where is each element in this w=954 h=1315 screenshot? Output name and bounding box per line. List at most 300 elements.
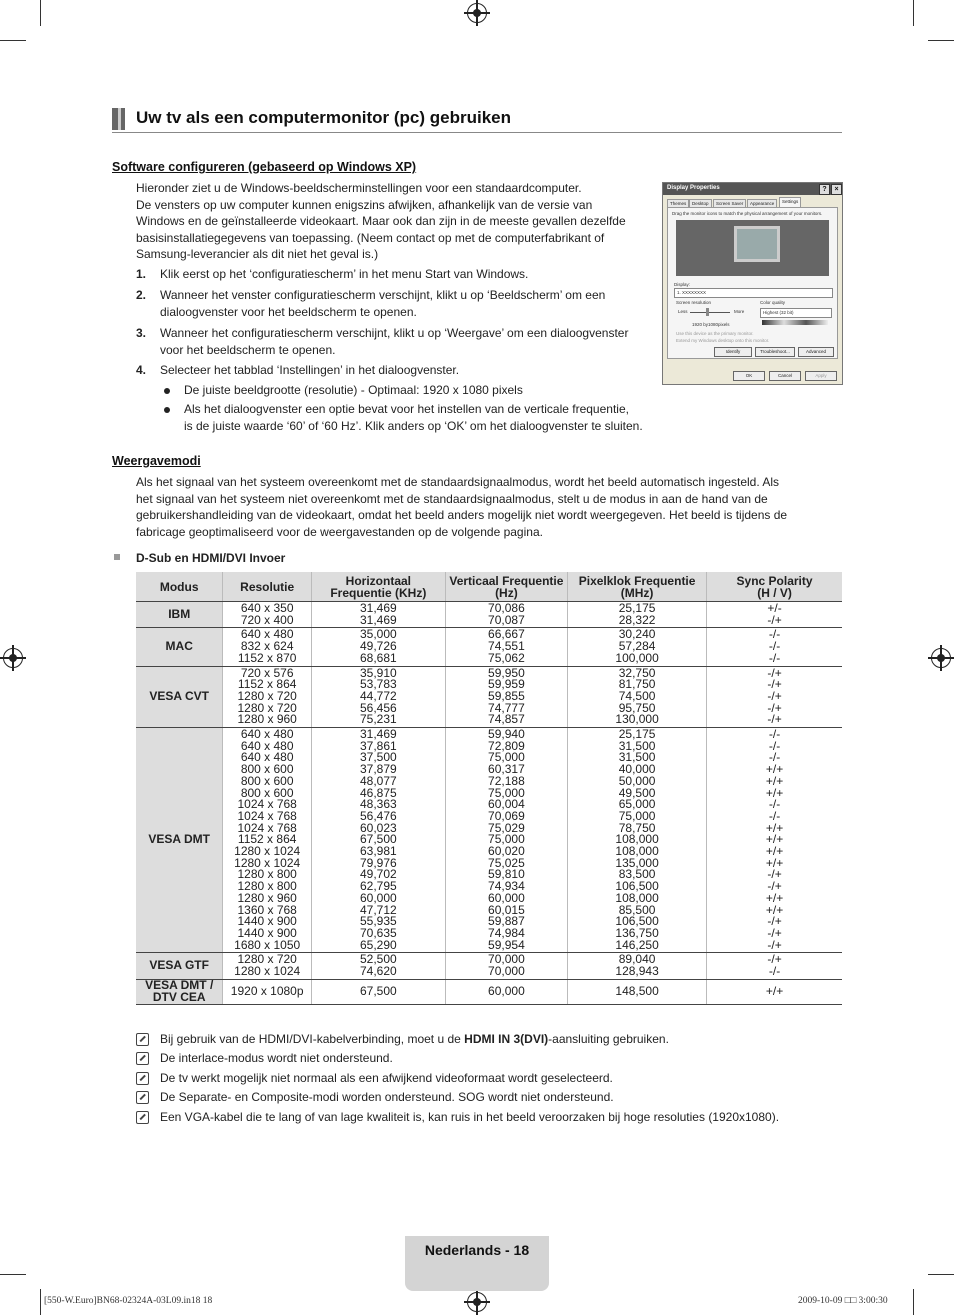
value-cell xyxy=(707,602,842,628)
value-line: 52,500 xyxy=(359,952,397,967)
value-line: 70,635 xyxy=(359,925,397,940)
value-line: 31,469 xyxy=(359,601,397,615)
note-text-part: De tv werkt mogelijk niet normaal als een afwijkend videoformaat wordt geselecteerd. xyxy=(160,1071,613,1085)
value-line: 59,855 xyxy=(488,688,525,703)
value-line: 31,469 xyxy=(359,727,397,742)
value-line: 1360 x 768 xyxy=(237,902,297,917)
intro-line: Windows en de geïnstalleerde videokaart. Maar ook dan zijn in de meeste gevallen dezelfde xyxy=(136,214,626,228)
value-line: 59,954 xyxy=(488,937,525,952)
step-text: Selecteer het tabblad ‘Instellingen’ in het dialoogvenster. xyxy=(160,363,460,377)
extend-desktop-checkbox: Extend my Windows desktop onto this monitor. xyxy=(676,338,770,343)
dialog-tab: Appearance xyxy=(747,199,777,208)
resolution-value: 1920 by1080pixels xyxy=(692,322,730,327)
value-line: 1280 x 720 xyxy=(237,700,297,715)
value-cell xyxy=(223,979,312,1004)
column-header-line: Verticaal Frequentie xyxy=(449,573,564,588)
note-text-part: De interlace-modus wordt niet ondersteund. xyxy=(160,1051,393,1065)
column-header-line: (MHz) xyxy=(620,585,654,600)
help-icon: ? xyxy=(819,184,830,195)
note-text xyxy=(160,1051,393,1065)
value-cell xyxy=(311,602,445,628)
value-cell xyxy=(707,953,842,979)
value-line: 31,500 xyxy=(618,750,656,765)
column-header xyxy=(311,572,445,602)
value-cell xyxy=(445,628,567,666)
value-line: 48,077 xyxy=(359,773,397,788)
cancel-button: Cancel xyxy=(769,371,801,381)
value-line: 1152 x 870 xyxy=(237,650,297,665)
crop-mark xyxy=(928,40,954,41)
value-cell xyxy=(223,953,312,979)
page-title: Uw tv als een computermonitor (pc) gebruiken xyxy=(136,108,512,127)
identify-button: Identify xyxy=(714,347,752,357)
value-line: 95,750 xyxy=(618,700,656,715)
value-line: 1152 x 864 xyxy=(237,677,297,692)
less-label: Less xyxy=(678,309,688,314)
value-line: 100,000 xyxy=(615,650,659,665)
step-number: 3. xyxy=(136,326,147,340)
intro-line: De vensters op uw computer kunnen enigszins afwijken, afhankelijk van de versie van xyxy=(136,197,593,212)
value-line: 75,000 xyxy=(488,832,525,847)
note-text xyxy=(160,1090,614,1104)
value-line: 108,000 xyxy=(615,832,659,847)
value-line: -/+ xyxy=(767,914,782,929)
dialog-tab: Settings xyxy=(779,197,801,208)
value-line: +/+ xyxy=(765,832,784,847)
value-line: 720 x 400 xyxy=(240,612,294,627)
value-line: 59,959 xyxy=(488,677,525,692)
value-line: 75,000 xyxy=(488,750,525,765)
step-3 xyxy=(136,325,656,359)
value-cell xyxy=(445,979,567,1004)
value-line: +/+ xyxy=(765,844,784,859)
registration-mark-icon xyxy=(467,1292,487,1312)
value-cell xyxy=(568,666,707,728)
value-line: -/+ xyxy=(767,700,782,715)
column-header xyxy=(223,572,312,602)
value-line: 800 x 600 xyxy=(240,773,294,788)
value-line: -/- xyxy=(768,797,781,812)
step-text: Klik eerst op het ‘configuratiescherm’ in het menu Start van Windows. xyxy=(160,267,529,281)
table-row xyxy=(136,979,842,1004)
step-text xyxy=(160,287,605,320)
value-line: -/+ xyxy=(767,677,782,692)
troubleshoot-button: Troubleshoot... xyxy=(755,347,795,357)
note-icon xyxy=(136,1072,149,1085)
note-text-part: De Separate- en Composite-modi worden ondersteund. SOG wordt niet ondersteund. xyxy=(160,1090,614,1104)
value-line: 63,981 xyxy=(359,844,397,859)
value-line: 78,750 xyxy=(618,820,656,835)
mode-cell xyxy=(136,953,223,979)
value-line: 640 x 480 xyxy=(240,738,294,753)
value-cell xyxy=(707,728,842,953)
value-line: 48,363 xyxy=(359,797,397,812)
value-line: 31,469 xyxy=(359,612,397,627)
value-line: 832 x 624 xyxy=(240,639,294,654)
table-body xyxy=(136,602,842,1005)
value-cell xyxy=(311,628,445,666)
value-cell xyxy=(223,666,312,728)
value-line: 60,020 xyxy=(488,844,525,859)
page-number-tab xyxy=(405,1236,549,1291)
value-cell xyxy=(707,628,842,666)
value-line: -/- xyxy=(768,808,781,823)
value-line: 135,000 xyxy=(615,855,659,870)
value-line: 640 x 480 xyxy=(240,627,294,642)
value-line: 1280 x 800 xyxy=(237,879,297,894)
value-line: 59,950 xyxy=(488,665,525,680)
value-cell xyxy=(223,602,312,628)
value-line: 28,322 xyxy=(618,612,656,627)
value-cell xyxy=(311,728,445,953)
value-cell xyxy=(223,728,312,953)
column-header xyxy=(136,572,223,602)
note-text-part: Een VGA-kabel die te lang of van lage kwaliteit is, kan ruis in het beeld veroorzaken bij hoge resoluties (1920x1080). xyxy=(160,1110,780,1124)
value-line: 72,809 xyxy=(488,738,525,753)
value-line: 1680 x 1050 xyxy=(234,937,301,952)
value-cell xyxy=(445,602,567,628)
value-line: 75,025 xyxy=(488,855,525,870)
value-line: 75,231 xyxy=(359,712,397,727)
mode-cell xyxy=(136,979,223,1004)
value-line: 59,940 xyxy=(488,727,525,742)
value-line: 106,500 xyxy=(615,879,659,894)
intro-line: Hieronder ziet u de Windows-beeldscherminstellingen voor een standaardcomputer. xyxy=(136,181,582,195)
step-text xyxy=(160,325,628,358)
mode-cell xyxy=(136,728,223,953)
value-line: 640 x 350 xyxy=(240,601,294,615)
value-cell xyxy=(568,979,707,1004)
value-cell xyxy=(311,979,445,1004)
value-line: 1280 x 960 xyxy=(237,712,297,727)
step-number: 2. xyxy=(136,288,147,302)
value-line: 720 x 576 xyxy=(240,665,294,680)
value-line: 59,810 xyxy=(488,867,525,882)
value-line: +/+ xyxy=(765,983,784,998)
value-line: 75,029 xyxy=(488,820,525,835)
value-line: 62,795 xyxy=(359,879,397,894)
dialog-tab: Screen Saver xyxy=(713,199,746,208)
page-title-bar xyxy=(112,108,842,133)
value-line: 1024 x 768 xyxy=(237,797,297,812)
note-text-part: -aansluiting gebruiken. xyxy=(548,1032,669,1046)
value-line: 128,943 xyxy=(615,964,659,979)
value-line: 49,702 xyxy=(359,867,397,882)
display-select xyxy=(674,288,833,298)
value-line: -/- xyxy=(768,738,781,753)
value-line: 74,777 xyxy=(488,700,525,715)
value-line: 70,086 xyxy=(488,601,525,615)
mode-line: DTV CEA xyxy=(152,989,206,1004)
page-number: Nederlands - 18 xyxy=(424,1242,530,1258)
value-line: 35,910 xyxy=(359,665,397,680)
value-line: 50,000 xyxy=(618,773,656,788)
value-line: 72,188 xyxy=(488,773,525,788)
value-line: 25,175 xyxy=(618,727,656,742)
note-icon xyxy=(136,1091,149,1104)
mode-line: MAC xyxy=(165,639,193,654)
close-icon: × xyxy=(831,184,842,195)
more-label: More xyxy=(734,309,745,314)
dialog-titlebar xyxy=(663,183,842,195)
mode-line: VESA GTF xyxy=(149,958,209,973)
value-line: 60,000 xyxy=(359,890,397,905)
value-cell xyxy=(223,628,312,666)
column-header-line: (H / V) xyxy=(757,585,792,600)
note-icon xyxy=(136,1111,149,1124)
step-line: voor het beeldscherm te openen. xyxy=(160,342,336,357)
value-line: 37,500 xyxy=(359,750,397,765)
section-heading-weergavemodi: Weergavemodi xyxy=(112,454,201,468)
column-header-line: Horizontaal xyxy=(345,573,411,588)
note-text-bold: HDMI IN 3(DVI) xyxy=(464,1032,549,1046)
value-line: +/+ xyxy=(765,785,784,800)
value-line: 640 x 480 xyxy=(240,727,294,742)
value-line: 75,000 xyxy=(488,785,525,800)
value-line: 89,040 xyxy=(618,952,656,967)
value-line: 74,500 xyxy=(618,688,656,703)
display-modes-table xyxy=(136,572,842,1005)
value-line: +/+ xyxy=(765,773,784,788)
value-line: -/- xyxy=(768,964,781,979)
value-line: -/+ xyxy=(767,952,782,967)
dialog-tab: Themes xyxy=(667,199,689,208)
value-line: 53,783 xyxy=(359,677,397,692)
mode-line: VESA DMT xyxy=(148,832,210,847)
value-line: 74,934 xyxy=(488,879,525,894)
value-line: 49,500 xyxy=(618,785,656,800)
value-line: 1920 x 1080p xyxy=(230,983,304,998)
crop-mark xyxy=(913,0,914,26)
value-cell xyxy=(568,953,707,979)
registration-mark-icon xyxy=(3,648,23,668)
value-line: 40,000 xyxy=(618,762,656,777)
value-line: 148,500 xyxy=(615,983,659,998)
ok-button: OK xyxy=(733,371,765,381)
mode-line: IBM xyxy=(168,606,191,621)
value-line: 60,000 xyxy=(488,983,525,998)
value-cell xyxy=(707,979,842,1004)
value-line: 146,250 xyxy=(615,937,659,952)
value-line: 60,000 xyxy=(488,890,525,905)
value-line: 60,015 xyxy=(488,902,525,917)
step-2 xyxy=(136,287,656,321)
crop-mark xyxy=(40,0,41,26)
color-quality-select xyxy=(760,308,832,318)
value-line: 85,500 xyxy=(618,902,656,917)
value-line: 30,240 xyxy=(618,627,656,642)
section2-intro xyxy=(136,474,856,540)
value-line: 68,681 xyxy=(359,650,397,665)
value-line: 25,175 xyxy=(618,601,656,615)
value-line: 74,857 xyxy=(488,712,525,727)
monitor-icon xyxy=(734,226,780,262)
note-icon xyxy=(136,1052,149,1065)
title-marker-icon xyxy=(112,108,125,130)
value-cell xyxy=(707,666,842,728)
value-line: -/- xyxy=(768,627,781,642)
square-bullet-icon xyxy=(114,554,120,560)
value-line: -/- xyxy=(768,639,781,654)
registration-mark-icon xyxy=(467,3,487,23)
value-line: 1024 x 768 xyxy=(237,820,297,835)
crop-mark xyxy=(913,1289,914,1315)
mode-line: VESA DMT / xyxy=(145,977,214,992)
color-quality-label: Color quality xyxy=(760,300,786,305)
value-line: +/- xyxy=(767,601,782,615)
value-line: 44,772 xyxy=(359,688,397,703)
value-line: 74,984 xyxy=(488,925,525,940)
mode-cell xyxy=(136,666,223,728)
dialog-title: Display Properties xyxy=(667,185,720,191)
step-line: Wanneer het venster configuratiescherm verschijnt, klikt u op ‘Beeldscherm’ om een xyxy=(160,288,606,302)
primary-monitor-checkbox: Use this device as the primary monitor. xyxy=(676,331,754,336)
note-text xyxy=(160,1071,613,1085)
value-line: -/+ xyxy=(767,612,782,627)
section-heading-software: Software configureren (gebaseerd op Windows XP) xyxy=(112,160,417,174)
value-line: 1280 x 720 xyxy=(237,688,297,703)
value-line: -/- xyxy=(768,727,781,742)
crop-mark xyxy=(0,1274,26,1275)
step-line: Wanneer het configuratiescherm verschijnt, klikt u op ‘Weergave’ om een dialoogvenster xyxy=(160,326,629,340)
value-line: 1280 x 1024 xyxy=(234,855,301,870)
column-header-line: (Hz) xyxy=(495,585,518,600)
note-text xyxy=(160,1032,669,1046)
value-line: 60,023 xyxy=(359,820,397,835)
column-header-line: Pixelklok Frequentie xyxy=(578,573,696,588)
intro-line: basisinstallatiegegevens van toepassing. (Neem contact op met de computerfabrikant of xyxy=(136,230,605,245)
value-line: -/+ xyxy=(767,937,782,952)
step-number: 1. xyxy=(136,267,147,281)
value-line: 1152 x 864 xyxy=(237,832,297,847)
intro-line: fabricage geoptimaliseerd voor de weergavestanden op de volgende pagina. xyxy=(136,524,543,539)
monitor-preview xyxy=(676,220,829,276)
value-line: 57,284 xyxy=(618,639,656,654)
value-line: 640 x 480 xyxy=(240,750,294,765)
value-line: -/+ xyxy=(767,879,782,894)
value-line: 79,976 xyxy=(359,855,397,870)
column-header-line: Frequentie (KHz) xyxy=(330,585,427,600)
value-line: 1280 x 720 xyxy=(237,952,297,967)
value-line: +/+ xyxy=(765,855,784,870)
note-icon xyxy=(136,1033,149,1046)
bullet-line: Als het dialoogvenster een optie bevat voor het instellen van de verticale frequentie, xyxy=(184,402,629,416)
value-line: 37,879 xyxy=(359,762,397,777)
intro-line: Als het signaal van het systeem overeenkomt met de standaardsignaalmodus, wordt het beeld automatisch ingesteld. Als xyxy=(136,475,780,489)
table-row xyxy=(136,953,842,979)
value-line: 67,500 xyxy=(359,832,397,847)
column-header xyxy=(445,572,567,602)
crop-mark xyxy=(0,40,26,41)
value-line: 800 x 600 xyxy=(240,785,294,800)
value-line: 75,000 xyxy=(618,808,656,823)
value-line: -/- xyxy=(768,650,781,665)
column-header-line: Modus xyxy=(159,579,199,594)
value-line: -/+ xyxy=(767,925,782,940)
value-line: +/+ xyxy=(765,890,784,905)
value-line: -/+ xyxy=(767,867,782,882)
column-header-line: Resolutie xyxy=(240,579,295,594)
value-line: 1440 x 900 xyxy=(237,914,297,929)
value-line: +/+ xyxy=(765,762,784,777)
step-number: 4. xyxy=(136,363,147,377)
bullet-icon xyxy=(164,407,170,413)
mode-line: VESA CVT xyxy=(149,688,209,703)
date-info: 2009-10-09 □□ 3:00:30 xyxy=(798,1296,888,1306)
value-line: 65,000 xyxy=(618,797,656,812)
input-label: D-Sub en HDMI/DVI Invoer xyxy=(136,551,286,565)
value-line: 1280 x 1024 xyxy=(234,844,301,859)
advanced-button: Advanced xyxy=(798,347,834,357)
value-line: 60,317 xyxy=(488,762,525,777)
dialog-settings-panel xyxy=(667,207,838,359)
value-line: 67,500 xyxy=(359,983,397,998)
step-line: dialoogvenster voor het beeldscherm te openen. xyxy=(160,304,417,319)
bullet-text xyxy=(184,401,643,434)
dialog-hint: Drag the monitor icons to match the physical arrangement of your monitors. xyxy=(672,211,823,216)
value-line: -/+ xyxy=(767,665,782,680)
value-line: 1024 x 768 xyxy=(237,808,297,823)
display-value: 1. XXXXXXXX xyxy=(677,290,707,295)
value-cell xyxy=(311,666,445,728)
value-line: 1280 x 960 xyxy=(237,890,297,905)
value-line: 66,667 xyxy=(488,627,525,642)
bullet-text: De juiste beeldgrootte (resolutie) - Optimaal: 1920 x 1080 pixels xyxy=(184,383,523,397)
value-line: 106,500 xyxy=(615,914,659,929)
intro-line: Samsung-leverancier als dit niet het geval is.) xyxy=(136,247,379,261)
value-line: 55,935 xyxy=(359,914,397,929)
column-header-line: Sync Polarity xyxy=(736,573,813,588)
value-line: 74,620 xyxy=(359,964,397,979)
intro-line: het signaal van het systeem niet overeenkomt met de standaardsignaalmodus, stelt u de modus in aan de hand van de xyxy=(136,491,768,506)
value-line: 59,887 xyxy=(488,914,525,929)
crop-mark xyxy=(928,1274,954,1275)
bullet-icon xyxy=(164,388,170,394)
value-line: +/+ xyxy=(765,820,784,835)
value-line: 46,875 xyxy=(359,785,397,800)
color-bar xyxy=(762,320,828,325)
value-line: 108,000 xyxy=(615,844,659,859)
value-line: -/+ xyxy=(767,712,782,727)
value-line: 37,861 xyxy=(359,738,397,753)
display-label: Display: xyxy=(674,282,691,287)
value-line: 70,000 xyxy=(488,964,525,979)
value-line: 75,062 xyxy=(488,650,525,665)
value-line: 70,000 xyxy=(488,952,525,967)
value-line: 70,069 xyxy=(488,808,525,823)
resolution-slider xyxy=(690,312,730,313)
section1-intro xyxy=(136,180,656,263)
value-line: 81,750 xyxy=(618,677,656,692)
value-line: 56,456 xyxy=(359,700,397,715)
value-line: 32,750 xyxy=(618,665,656,680)
value-line: 1280 x 800 xyxy=(237,867,297,882)
value-cell xyxy=(445,666,567,728)
file-info: [550-W.Euro]BN68-02324A-03L09.in18 18 xyxy=(44,1296,213,1306)
value-cell xyxy=(445,728,567,953)
table-row xyxy=(136,728,842,953)
value-line: 800 x 600 xyxy=(240,762,294,777)
value-line: 60,004 xyxy=(488,797,525,812)
value-line: 130,000 xyxy=(615,712,659,727)
value-line: 83,500 xyxy=(618,867,656,882)
crop-mark xyxy=(40,1289,41,1315)
value-line: 65,290 xyxy=(359,937,397,952)
value-line: 74,551 xyxy=(488,639,525,654)
resolution-label: Screen resolution xyxy=(676,300,712,305)
value-line: 31,500 xyxy=(618,738,656,753)
value-line: -/- xyxy=(768,750,781,765)
